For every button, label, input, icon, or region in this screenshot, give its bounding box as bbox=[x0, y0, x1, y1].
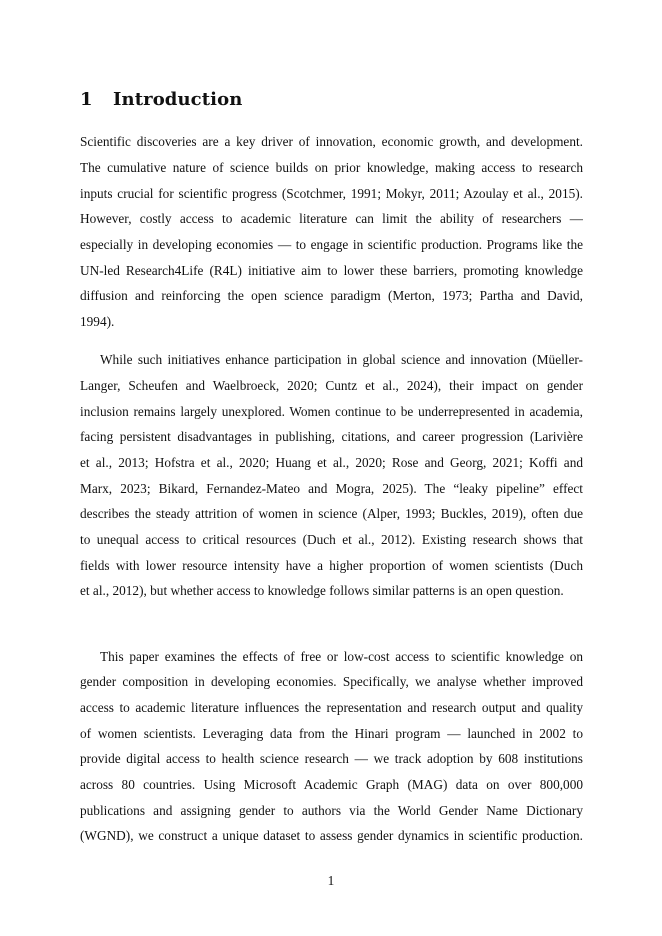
paragraph-line: This paper examines the effects of free or low-cost access to scientific knowledge on bbox=[100, 649, 583, 664]
paragraph-line: publications and assigning gender to authors via the World Gender Name Dictionary bbox=[80, 803, 583, 818]
paragraph-line: While such initiatives enhance participation in global science and innovation (Müeller- bbox=[100, 352, 583, 367]
page-number: 1 bbox=[327, 873, 335, 888]
paragraph-line: of women scientists. Leveraging data from the Hinari program — launched in 2002 to bbox=[80, 726, 583, 741]
paragraph-line: Scientific discoveries are a key driver of innovation, economic growth, and development. bbox=[80, 134, 583, 149]
paragraph-line: Langer, Scheufen and Waelbroeck, 2020; Cuntz et al., 2024), their impact on gender bbox=[80, 378, 583, 393]
paragraph-line: inclusion remains largely unexplored. Women continue to be underrepresented in academia, bbox=[80, 404, 583, 419]
paragraph-line: to unequal access to critical resources (Duch et al., 2012). Existing research shows that bbox=[80, 532, 583, 547]
paragraph-line: describes the steady attrition of women in science (Alper, 1993; Buckles, 2019), often due bbox=[80, 506, 583, 521]
paragraph-line: gender composition in developing economies. Specifically, we analyse whether improved bbox=[80, 674, 583, 689]
paragraph-line: diffusion and reinforcing the open science paradigm (Merton, 1973; Partha and David, bbox=[80, 288, 583, 303]
paragraph-line: Marx, 2023; Bikard, Fernandez-Mateo and Mogra, 2025). The “leaky pipeline” effect bbox=[80, 481, 583, 496]
paragraph-line: provide digital access to health science research — we track adoption by 608 institutions bbox=[80, 751, 583, 766]
paragraph-line: across 80 countries. Using Microsoft Academic Graph (MAG) data on over 800,000 bbox=[80, 777, 583, 792]
paragraph-line: However, costly access to academic literature can limit the ability of researchers — bbox=[80, 211, 583, 226]
paragraph-line: 1994). bbox=[80, 314, 115, 329]
paragraph-line: facing persistent disadvantages in publishing, citations, and career progression (Larivière bbox=[80, 429, 583, 444]
paragraph-line: especially in developing economies — to engage in scientific production. Programs like the bbox=[80, 237, 583, 252]
paragraph-line: access to academic literature influences the representation and research output and quality bbox=[80, 700, 583, 715]
section-heading bbox=[80, 89, 242, 110]
paragraph-line: et al., 2013; Hofstra et al., 2020; Huang et al., 2020; Rose and Georg, 2021; Koffi and bbox=[80, 455, 583, 470]
paragraph-line: fields with lower resource intensity have a higher proportion of women scientists (Duch bbox=[80, 558, 583, 573]
paragraph-line: The cumulative nature of science builds on prior knowledge, making access to research bbox=[80, 160, 583, 175]
paragraph-line: (WGND), we construct a unique dataset to assess gender dynamics in scientific production. bbox=[80, 828, 583, 843]
section-number: 1 bbox=[80, 89, 93, 110]
paragraph-line: et al., 2012), but whether access to knowledge follows similar patterns is an open question. bbox=[80, 583, 564, 598]
paragraph-line: inputs crucial for scientific progress (Scotchmer, 1991; Mokyr, 2011; Azoulay et al., 2015). bbox=[80, 186, 583, 201]
paragraph-line: UN-led Research4Life (R4L) initiative aim to lower these barriers, promoting knowledge bbox=[80, 263, 583, 278]
section-title: Introduction bbox=[113, 89, 243, 110]
